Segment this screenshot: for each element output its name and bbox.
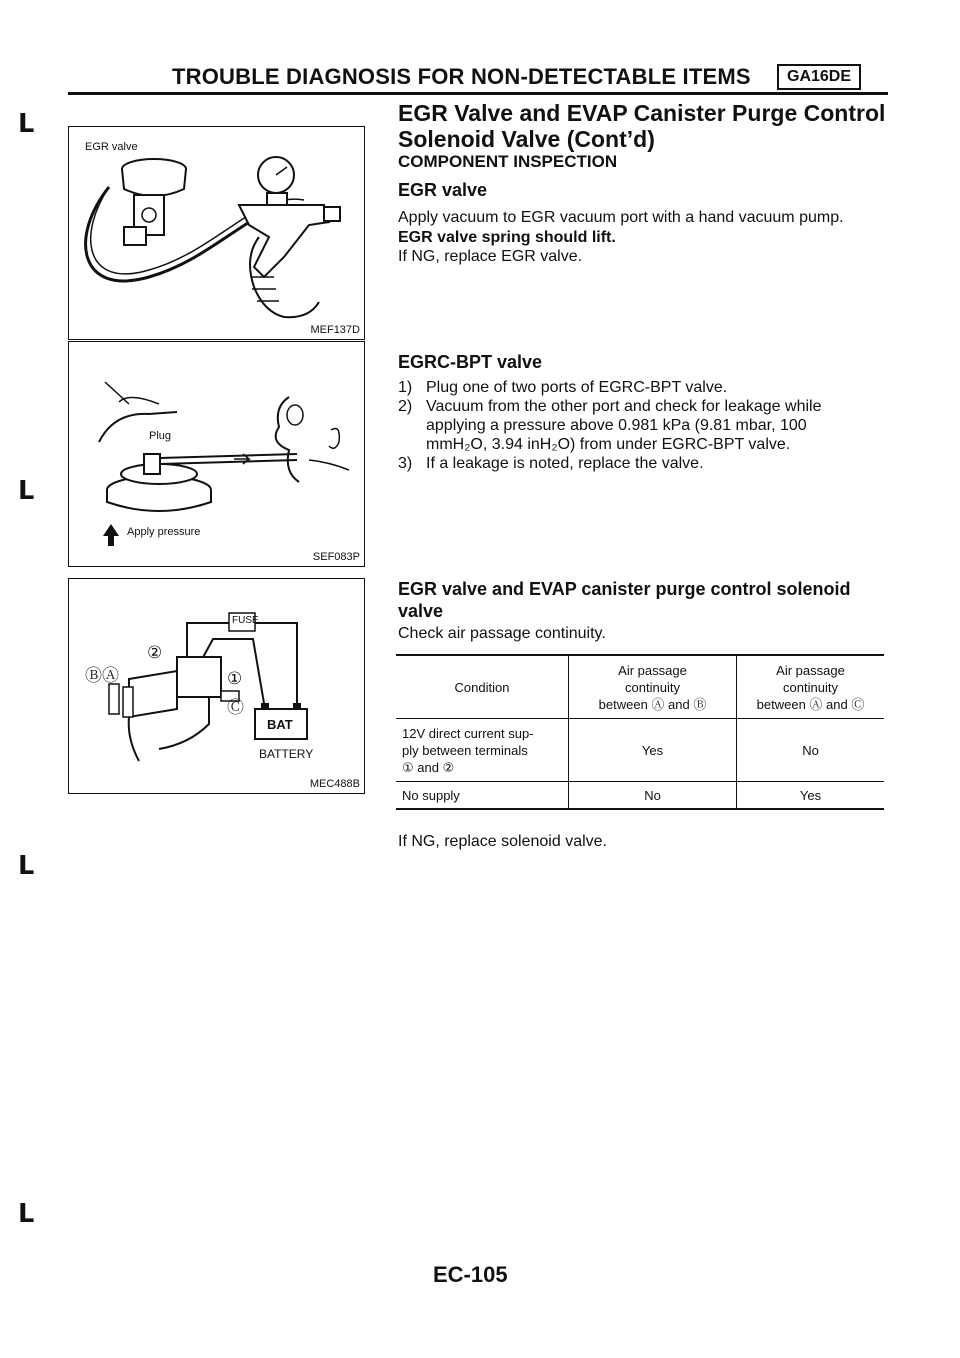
fuse-label: FUSE (232, 615, 259, 626)
egr-valve-heading: EGR valve (398, 180, 488, 200)
corner-mark: ᒪ (18, 850, 35, 880)
section-title (398, 100, 898, 152)
egrc-bpt-illustration (69, 342, 364, 566)
table-row (396, 782, 884, 809)
battery-label: BATTERY (259, 747, 314, 761)
cell-condition: 12V direct current sup- ply between terminals ① and ② (396, 719, 569, 782)
figure-label: EGR valve (85, 141, 138, 153)
egr-valve-ng-text: If NG, replace EGR valve. (398, 248, 583, 265)
list-item: 2) Vacuum from the other port and check for leakage while applying a pressure above 0.981 kPa (9.81 mbar, 100 mmH₂O, 3.94 inH₂O) from under EGRC-BPT valve. (398, 398, 822, 453)
page-header-title: TROUBLE DIAGNOSIS FOR NON-DETECTABLE ITEMS (172, 64, 751, 89)
bat-label: BAT (267, 717, 293, 732)
terminal-ba-label: ⒷⒶ (85, 666, 119, 685)
continuity-table-wrap (396, 654, 884, 810)
plug-label: Plug (149, 430, 172, 442)
egr-valve-bold-text: EGR valve spring should lift. (398, 229, 616, 246)
cell-ab: No (569, 782, 737, 809)
table-row (396, 719, 884, 782)
continuity-table (396, 656, 884, 808)
header-rule (68, 92, 888, 95)
figure-egrc-bpt (68, 341, 365, 567)
list-item: 3) If a leakage is noted, replace the valve. (398, 455, 704, 472)
corner-mark: ᒪ (18, 108, 35, 138)
egr-valve-illustration (69, 127, 364, 339)
solenoid-ng-text: If NG, replace solenoid valve. (398, 833, 607, 850)
terminal-2-label: ② (147, 643, 163, 662)
corner-mark: ᒪ (18, 1198, 35, 1228)
section-subtitle: COMPONENT INSPECTION (398, 152, 618, 171)
figure-egr-valve (68, 126, 365, 340)
corner-mark: ᒪ (18, 475, 35, 505)
egrc-bpt-heading: EGRC-BPT valve (398, 352, 543, 372)
figure-code: MEC488B (309, 778, 360, 790)
header-condition: Condition (396, 656, 569, 719)
solenoid-text: Check air passage continuity. (398, 625, 606, 642)
figure-solenoid-circuit (68, 578, 365, 794)
terminal-c-label: Ⓒ (227, 698, 244, 717)
apply-pressure-label: Apply pressure (127, 526, 201, 538)
cell-ab: Yes (569, 719, 737, 782)
cell-ac: No (802, 742, 819, 758)
table-header-row (396, 656, 884, 719)
header-ab: Air passage continuity between Ⓐ and Ⓑ (569, 656, 737, 719)
terminal-1-label: ① (227, 669, 243, 688)
egrc-bpt-steps (398, 378, 893, 473)
page-number: EC-105 (433, 1262, 508, 1287)
list-item: 1) Plug one of two ports of EGRC-BPT valve. (398, 379, 728, 396)
section-title-line1: EGR Valve and EVAP Canister Purge Control (398, 100, 886, 126)
cell-condition: No supply (396, 782, 569, 809)
cell-ac: Yes (799, 787, 822, 803)
solenoid-heading: EGR valve and EVAP canister purge control solenoid valve (398, 579, 851, 621)
figure-code: MEF137D (310, 324, 360, 336)
header-ac: Air passage continuity between Ⓐ and Ⓒ (756, 662, 865, 712)
figure-code: SEF083P (312, 551, 360, 563)
egr-valve-text: Apply vacuum to EGR vacuum port with a hand vacuum pump. (398, 209, 844, 226)
section-title-line2: Solenoid Valve (Cont’d) (398, 126, 655, 152)
engine-badge: GA16DE (777, 64, 861, 90)
solenoid-circuit-illustration (69, 579, 364, 793)
